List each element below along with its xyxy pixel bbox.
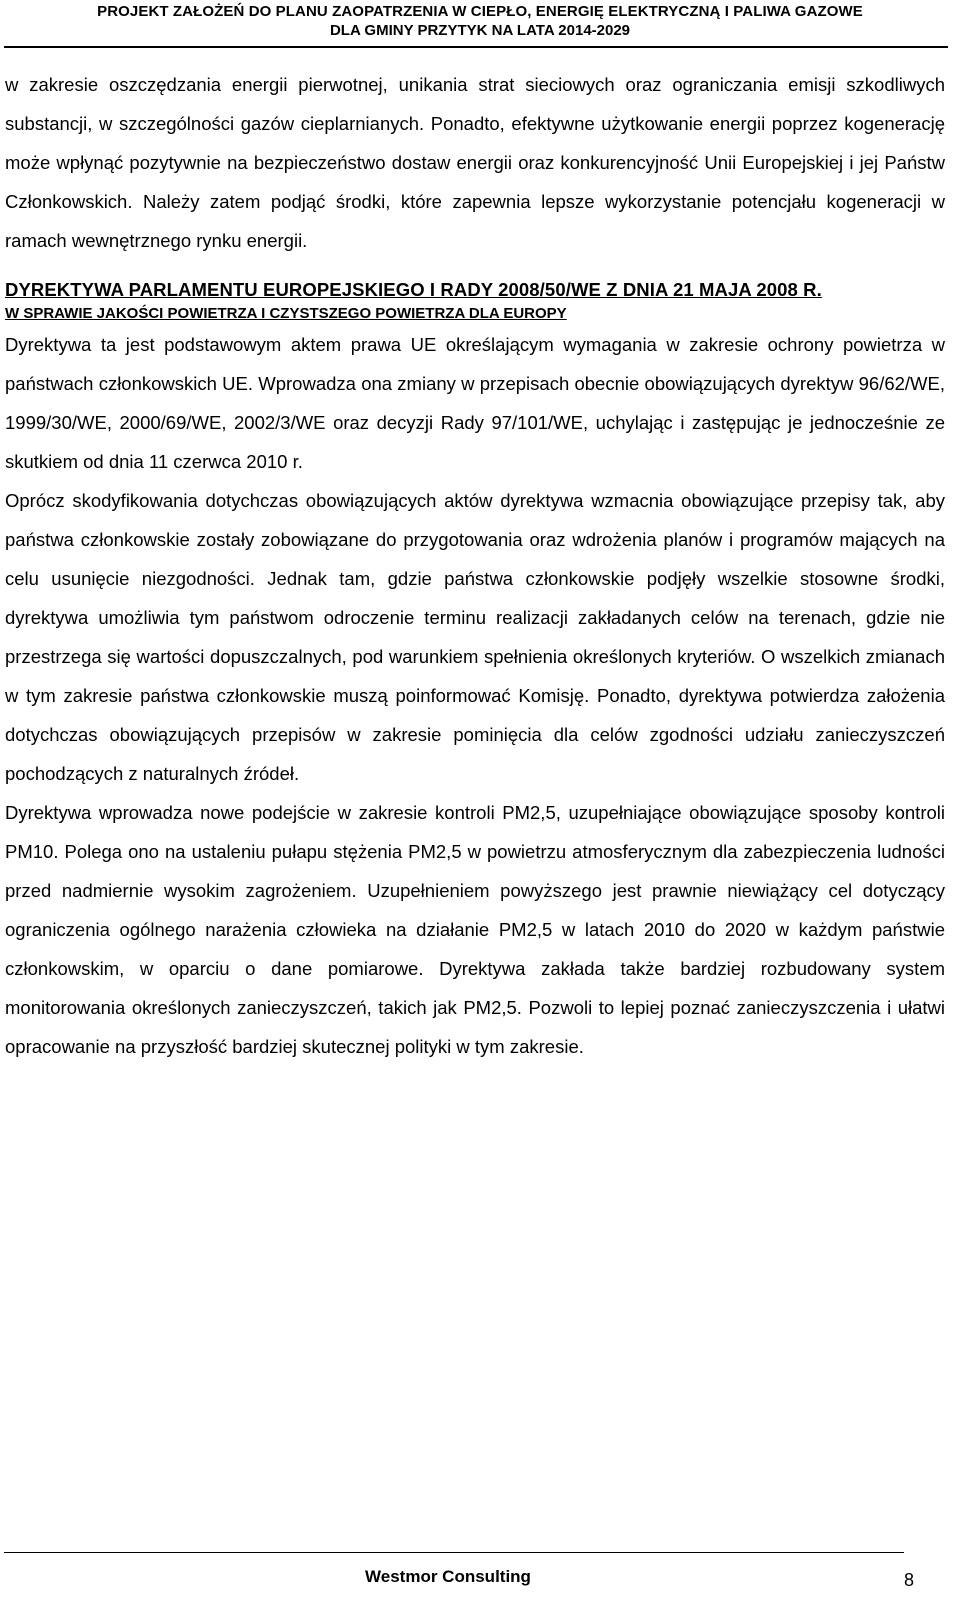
directive-subtitle: W SPRAWIE JAKOŚCI POWIETRZA I CZYSTSZEGO POWIETRZA DLA EUROPY	[5, 305, 567, 322]
directive-paragraph-2: Oprócz skodyfikowania dotychczas obowiązujących aktów dyrektywa wzmacnia obowiązujące przepisy tak, aby państwa członkowskie zostały zobowiązane do przygotowania oraz wdrożenia planów i programów mających na celu usunięcie niezgodności. Jednak tam, gdzie państwa członkowskie podjęły wszelkie stosowne środki, dyrektywa umożliwia tym państwom odroczenie terminu realizacji zakładanych celów na terenach, gdzie nie przestrzega się wartości dopuszczalnych, pod warunkiem spełnienia określonych kryteriów. O wszelkich zmianach w tym zakresie państwa członkowskie muszą poinformować Komisję. Ponadto, dyrektywa potwierdza założenia dotychczas obowiązujących przepisów w zakresie pominięcia dla celów zgodności udziału zanieczyszczeń pochodzących z naturalnych źródeł.	[5, 490, 945, 784]
header-title-line2: DLA GMINY PRZYTYK NA LATA 2014-2029	[329, 22, 631, 39]
directive-paragraph-1: Dyrektywa ta jest podstawowym aktem prawa UE określającym wymagania w zakresie ochrony powietrza w państwach członkowskich UE. Wprowadza ona zmiany w przepisach obecnie obowiązujących dyrektyw 96/62/WE, 1999/30/WE, 2000/69/WE, 2002/3/WE oraz decyzji Rady 97/101/WE, uchylając i zastępując je jednocześnie ze skutkiem od dnia 11 czerwca 2010 r.	[5, 334, 945, 472]
footer-divider	[4, 1552, 904, 1553]
page-number: 8	[904, 1570, 915, 1590]
header-title-line1: PROJEKT ZAŁOŻEŃ DO PLANU ZAOPATRZENIA W CIEPŁO, ENERGIĘ ELEKTRYCZNĄ I PALIWA GAZOWE	[97, 3, 863, 20]
directive-title: DYREKTYWA PARLAMENTU EUROPEJSKIEGO I RADY 2008/50/WE Z DNIA 21 MAJA 2008 R.	[5, 279, 822, 300]
header-divider	[4, 46, 948, 48]
directive-paragraph-3: Dyrektywa wprowadza nowe podejście w zakresie kontroli PM2,5, uzupełniające obowiązujące sposoby kontroli PM10. Polega ono na ustaleniu pułapu stężenia PM2,5 w powietrzu atmosferycznym dla zabezpieczenia ludności przed nadmiernie wysokim zagrożeniem. Uzupełnieniem powyższego jest prawnie niewiążący cel dotyczący ograniczenia ogólnego narażenia człowieka na działanie PM2,5 w latach 2010 do 2020 w każdym państwie członkowskim, w oparciu o dane pomiarowe. Dyrektywa zakłada także bardziej rozbudowany system monitorowania określonych zanieczyszczeń, takich jak PM2,5. Pozwoli to lepiej poznać zanieczyszczenia i ułatwi opracowanie na przyszłość bardziej skutecznej polityki w tym zakresie.	[5, 802, 945, 1057]
footer-company: Westmor Consulting	[365, 1567, 531, 1586]
intro-paragraph: w zakresie oszczędzania energii pierwotnej, unikania strat sieciowych oraz ograniczania emisji szkodliwych substancji, w szczególności gazów cieplarnianych. Ponadto, efektywne użytkowanie energii poprzez kogenerację może wpłynąć pozytywnie na bezpieczeństwo dostaw energii oraz konkurencyjność Unii Europejskiej i jej Państw Członkowskich. Należy zatem podjąć środki, które zapewnia lepsze wykorzystanie potencjału kogeneracji w ramach wewnętrznego rynku energii.	[5, 74, 945, 251]
document-body	[5, 65, 945, 1066]
